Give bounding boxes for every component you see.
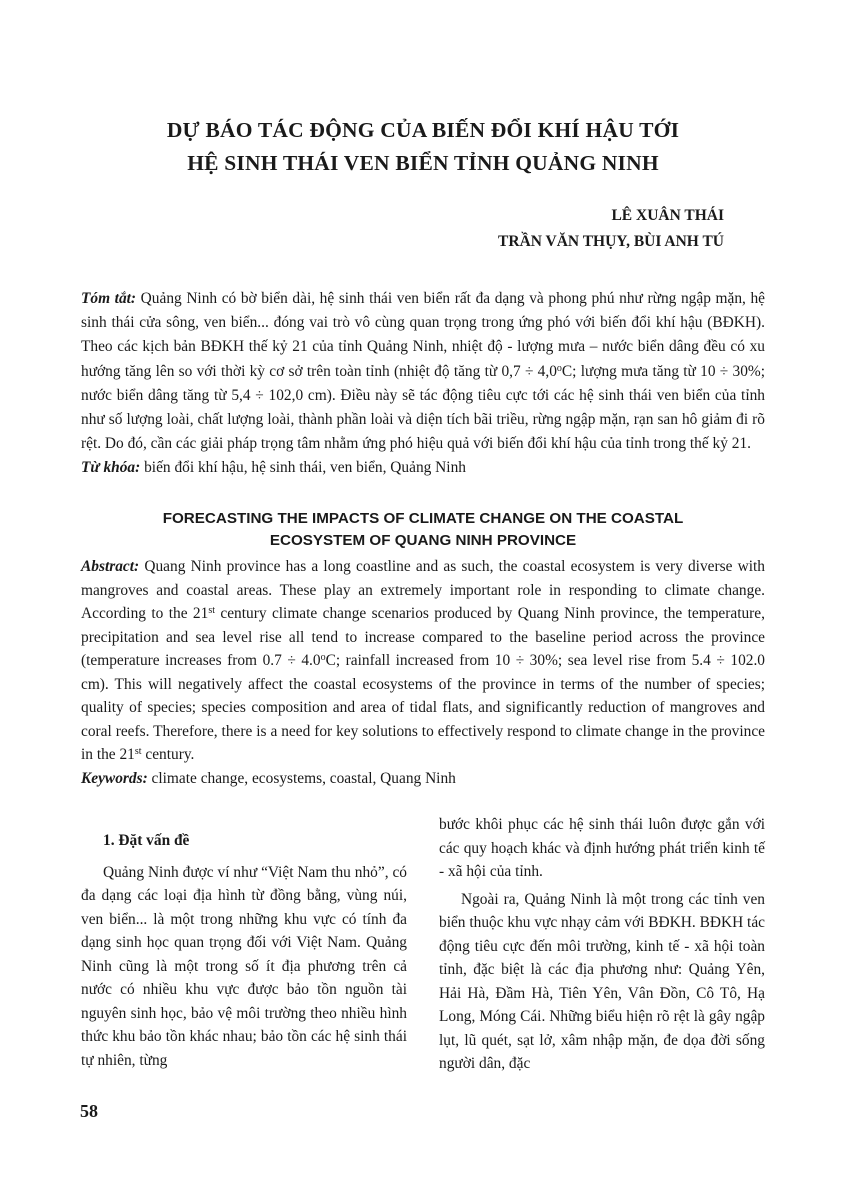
keywords-vi-label: Từ khóa: bbox=[81, 459, 141, 477]
page-number: 58 bbox=[80, 1101, 98, 1121]
keywords-en bbox=[81, 767, 765, 791]
english-title bbox=[81, 508, 765, 552]
right-column-paragraph-2: Ngoài ra, Quảng Ninh là một trong các tỉnh ven biển thuộc khu vực nhạy cảm với BĐKH. BĐKH tác động tiêu cực đến môi trường, kinh tế - xã hội toàn tỉnh, đặc biệt là các địa phương như: Quảng Yên, Hải Hà, Đầm Hà, Tiên Yên, Vân Đồn, Cô Tô, Hạ Long, Móng Cái. Những biểu hiện rõ rệt là gây ngập lụt, lũ quét, sạt lở, xâm nhập mặn, đe dọa đời sống người dân, đặc bbox=[439, 890, 765, 1072]
left-column-paragraph: Quảng Ninh được ví như “Việt Nam thu nhỏ”, có đa dạng các loại địa hình từ đồng bằng, vùng núi, ven biển... là một trong những khu vực có tính đa dạng sinh học quan trọng đối với Việt Nam. Quảng Ninh cũng là một trong số ít địa phương trên cả nước có nhiều khu vực được bảo tồn nguồn tài nguyên sinh học, bảo vệ môi trường theo nhiều hình thức khu bảo tồn khác nhau; bảo tồn các hệ sinh thái tự nhiên, từng bbox=[81, 863, 407, 1069]
abstract-en-sup-3: st bbox=[134, 746, 142, 757]
abstract-english bbox=[81, 555, 765, 790]
right-column-paragraph-1: bước khôi phục các hệ sinh thái luôn được gắn với các quy hoạch khác và định hướng phát triển kinh tế - xã hội của tỉnh. bbox=[439, 816, 765, 880]
keywords-vi-text: biến đổi khí hậu, hệ sinh thái, ven biển, Quảng Ninh bbox=[140, 459, 466, 477]
abstract-vi-text-2: C; lượng mưa tăng từ 10 ÷ 30%; nước biển dâng tăng từ 5,4 ÷ 102,0 cm). Điều này sẽ tác động tiêu cực tới các hệ sinh thái ven biển của tỉnh như số lượng loài, chất lượng loài, thành phần loài và diện tích bãi triều, rừng ngập mặn, rạn san hô giảm đi rõ rệt. Do đó, cần các giải pháp trọng tâm nhằm ứng phó hiệu quả với biến đổi khí hậu của tỉnh trong thế kỷ 21. bbox=[81, 362, 765, 453]
abstract-vietnamese bbox=[81, 287, 765, 481]
abstract-vi-paragraph bbox=[81, 287, 765, 456]
abstract-en-label: Abstract: bbox=[81, 558, 140, 575]
author-line-2: TRẦN VĂN THỤY, BÙI ANH TÚ bbox=[498, 233, 724, 250]
author-line-1: LÊ XUÂN THÁI bbox=[611, 207, 724, 224]
abstract-en-text-2: century climate change scenarios produced by Quang Ninh province, the temperature, precipitation and sea level rise all tend to increase compared to the baseline period across the province (temperature increases from 0.7 ÷ 4.0 bbox=[81, 605, 765, 669]
body-column-right bbox=[439, 813, 765, 1076]
author-list bbox=[400, 203, 724, 255]
english-title-line-2: ECOSYSTEM OF QUANG NINH PROVINCE bbox=[269, 532, 577, 549]
abstract-en-sup-1: st bbox=[208, 605, 215, 616]
keywords-en-text: climate change, ecosystems, coastal, Quang Ninh bbox=[147, 769, 456, 787]
article-title bbox=[80, 114, 766, 180]
body-column-left bbox=[81, 829, 407, 1072]
section-1-heading: 1. Đặt vấn đề bbox=[103, 832, 190, 849]
title-line-1: DỰ BÁO TÁC ĐỘNG CỦA BIẾN ĐỔI KHÍ HẬU TỚI bbox=[166, 118, 680, 142]
abstract-en-text-3: C; rainfall increased from 10 ÷ 30%; sea level rise from 5.4 ÷ 102.0 cm). This will negatively affect the coastal ecosystems of the province in terms of the number of species; quality of species; species composition and area of tidal flats, and significantly reduction of mangroves and coral reefs. Therefore, there is a need for key solutions to effectively respond to climate change in the province in the 21 bbox=[81, 652, 765, 763]
abstract-vi-degree-sup: o bbox=[556, 362, 562, 374]
abstract-vi-label: Tóm tắt: bbox=[81, 290, 137, 307]
abstract-en-sup-2: o bbox=[320, 652, 326, 663]
abstract-en-text-1: Quang Ninh province has a long coastline and as such, the coastal ecosystem is very diverse with mangroves and coastal areas. These play an extremely important role in responding to climate change. According to the 21 bbox=[81, 558, 765, 622]
keywords-en-label: Keywords: bbox=[81, 769, 148, 787]
english-title-line-1: FORECASTING THE IMPACTS OF CLIMATE CHANGE ON THE COASTAL bbox=[162, 510, 684, 527]
abstract-en-text-4: century. bbox=[141, 746, 195, 763]
keywords-vi bbox=[81, 456, 765, 480]
abstract-vi-text: Quảng Ninh có bờ biển dài, hệ sinh thái ven biển rất đa dạng và phong phú như rừng ngập mặn, hệ sinh thái cửa sông, ven biển... đóng vai trò vô cùng quan trọng trong ứng phó với biến đổi khí hậu (BĐKH). Theo các kịch bản BĐKH thế kỷ 21 của tỉnh Quảng Ninh, nhiệt độ - lượng mưa – nước biển dâng đều có xu hướng tăng lên so với thời kỳ cơ sở trên toàn tỉnh (nhiệt độ tăng từ 0,7 ÷ 4,0 bbox=[81, 290, 765, 380]
abstract-en-paragraph bbox=[81, 555, 765, 767]
title-line-2: HỆ SINH THÁI VEN BIỂN TỈNH QUẢNG NINH bbox=[187, 151, 659, 175]
